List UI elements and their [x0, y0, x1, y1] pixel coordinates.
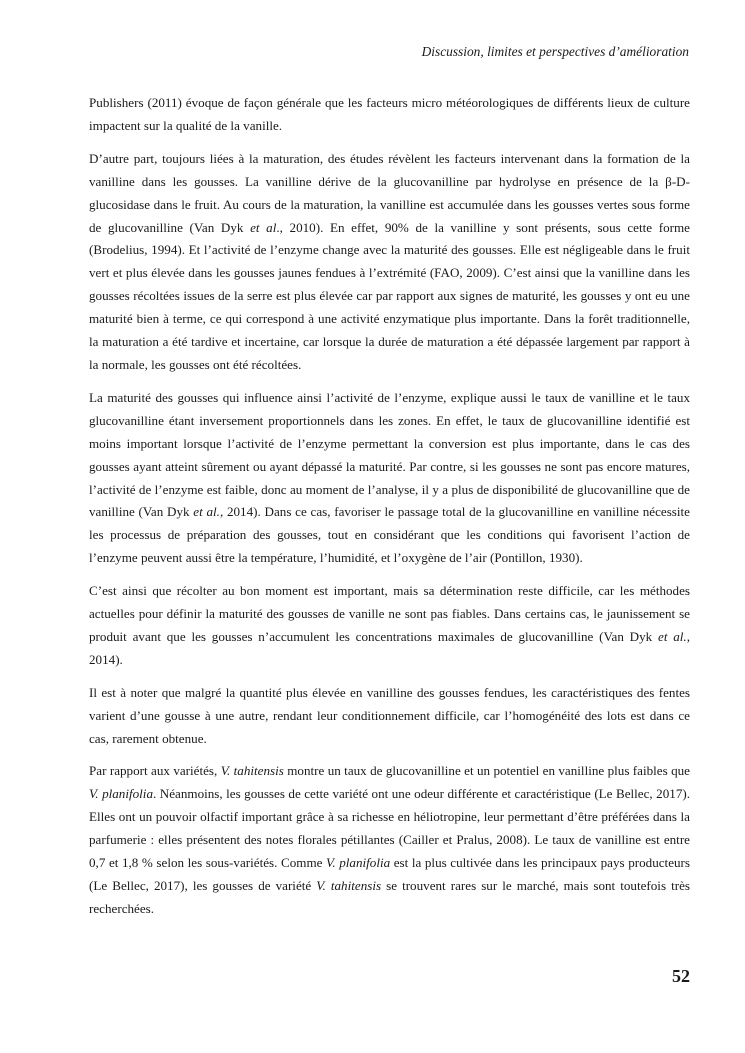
- body-text: [89, 92, 690, 931]
- text-segment: Il est à noter que malgré la quantité plus élevée en vanilline des gousses fendues, les caractéristiques des fentes varient d’une gousse à une autre, rendant leur conditionnement difficile, car l’homogénéité des lots est dans ce cas, rarement obtenue.: [89, 684, 690, 746]
- paragraph: [89, 387, 690, 570]
- paragraph: [89, 580, 690, 672]
- citation-italic: et al.: [658, 628, 687, 644]
- page-number: 52: [672, 966, 690, 986]
- text-segment: C’est ainsi que récolter au bon moment est important, mais sa détermination reste difficile, car les méthodes actuelles pour définir la maturité des gousses de vanille ne sont pas fiables. Dans certains cas, le jaunissement se produit avant que les gousses n’accumulent les concentrations maximales de glucovanilline (Van Dyk: [89, 583, 690, 644]
- text-segment: D’autre part, toujours liées à la maturation, des études révèlent les facteurs intervenant dans la formation de la vanilline dans les gousses. La vanilline dérive de la glucovanilline par hydrolyse en présence de la β-D-glucosidase dans le fruit. Au cours de la maturation, la vanilline est accumulée dans les gousses vertes sous forme de glucovanilline (Van Dyk: [89, 150, 690, 235]
- text-segment: Publishers (2011) évoque de façon générale que les facteurs micro météorologiques de différents lieux de culture impactent sur la qualité de la vanille.: [89, 95, 690, 133]
- species-name-italic: V. planifolia: [89, 786, 153, 802]
- citation-italic: et al.: [193, 504, 220, 520]
- text-segment: , 2014). Dans ce cas, favoriser le passage total de la glucovanilline en vanilline nécessite les processus de préparation des gousses, tout en considérant que les conditions qui favorisent l’action de l’enzyme peuvent aussi être la température, l’humidité, et l’oxygène de l’air (Pontillon, 1930).: [89, 504, 690, 566]
- running-header: Discussion, limites et perspectives d’amélioration: [421, 44, 689, 59]
- text-segment: La maturité des gousses qui influence ainsi l’activité de l’enzyme, explique aussi le taux de vanilline et le taux glucovanilline étant inversement proportionnels dans les zones. En effet, le taux de glucovanilline identifié est moins important lorsque l’activité de l’enzyme permettant la conversion est plus importante, dans le cas des gousses ayant atteint sûrement ou ayant dépassé la maturité. Par contre, si les gousses ne sont pas encore matures, l’activité de l’enzyme est faible, donc au moment de l’analyse, il y a plus de disponibilité de glucovanilline que de vanilline (Van Dyk: [89, 389, 690, 520]
- text-segment: ., 2010). En effet, 90% de la vanilline y sont présents, sous cette forme (Brodelius, 1994). Et l’activité de l’enzyme change avec la maturité des gousses. Elle est négligeable dans le fruit vert et plus élevée dans les gousses jaunes fendues à l’extrémité (FAO, 2009). C’est ainsi que la vanilline dans les gousses récoltées issues de la serre est plus élevée car par rapport aux signes de maturité, les gousses y ont eu une maturité bien à terme, ce qui correspond à une activité enzymatique plus importante. Dans la forêt traditionnelle, la maturation a été tardive et incertaine, car lorsque la durée de maturation a été dépassée largement par rapport à la normale, les gousses ont été récoltées.: [89, 219, 690, 372]
- paragraph: [89, 148, 690, 377]
- text-segment: se trouvent rares sur le marché, mais sont toutefois très recherchées.: [89, 878, 690, 916]
- paragraph: [89, 760, 690, 920]
- text-segment: est la plus cultivée dans les principaux pays producteurs (Le Bellec, 2017), les gousses de variété: [89, 855, 691, 893]
- paragraph: [89, 682, 690, 751]
- text-segment: . Néanmoins, les gousses de cette variété ont une odeur différente et caractéristique (Le Bellec, 2017). Elles ont un pouvoir olfactif important grâce à sa richesse en héliotropine, leur permettant d’être préférées dans la parfumerie : elles présentent des notes florales pétillantes (Cailler et Pralus, 2008). Le taux de vanilline est entre 0,7 et 1,8 % selon les sous-variétés. Comme: [89, 786, 690, 871]
- text-segment: montre un taux de glucovanilline et un potentiel en vanilline plus faibles que: [283, 763, 690, 779]
- citation-italic: et al: [250, 219, 277, 235]
- text-segment: Par rapport aux variétés,: [89, 763, 221, 779]
- species-name-italic: V. planifolia: [326, 855, 391, 871]
- paragraph: [89, 92, 690, 138]
- species-name-italic: V. tahitensis: [316, 878, 382, 893]
- species-name-italic: V. tahitensis: [220, 763, 284, 779]
- text-segment: , 2014).: [89, 628, 690, 667]
